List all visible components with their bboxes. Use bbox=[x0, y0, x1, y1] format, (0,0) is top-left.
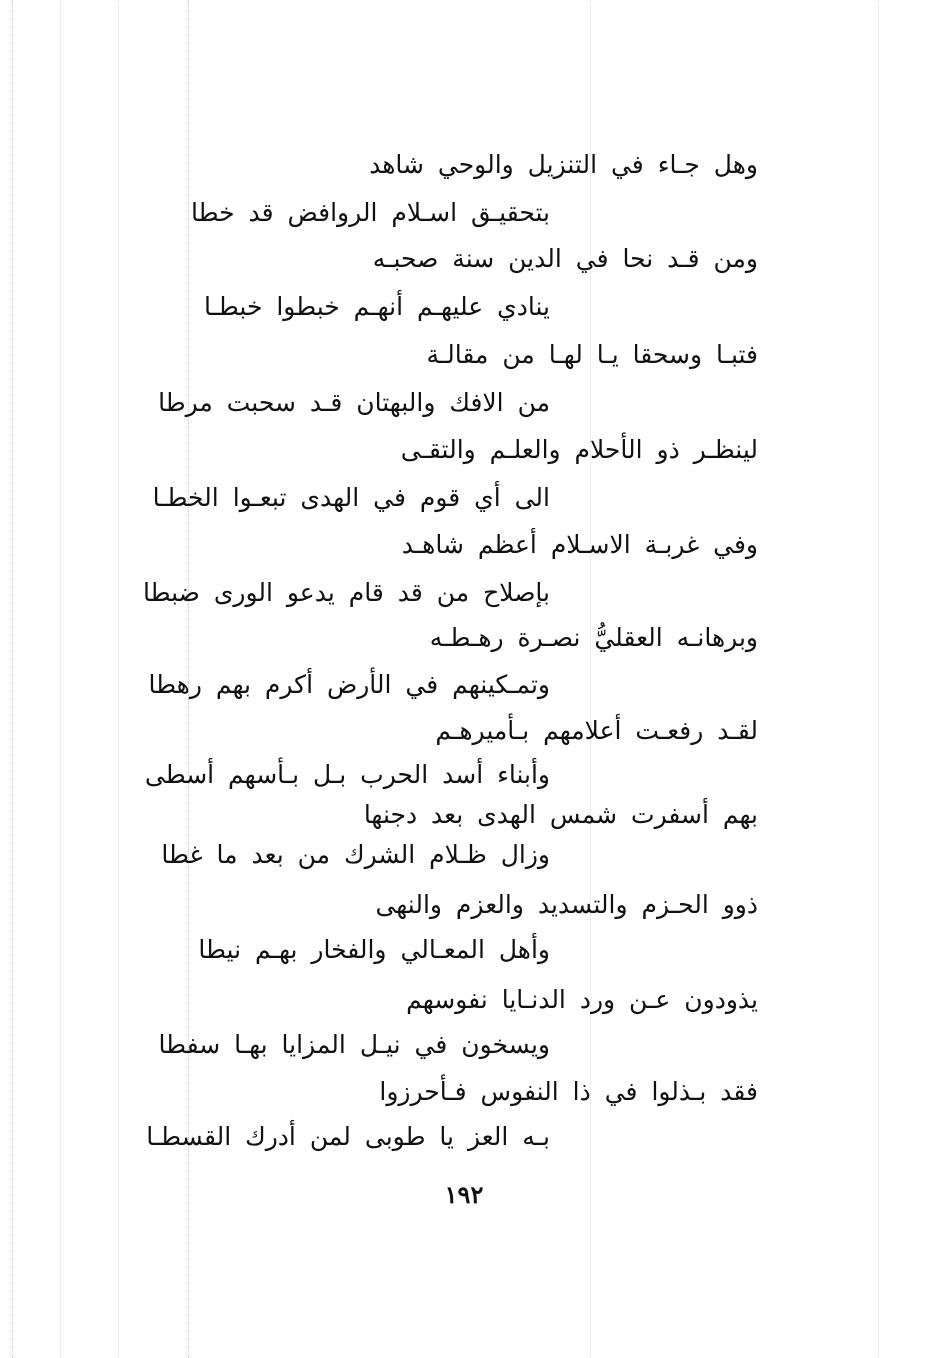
verse-1-first-hemistich: وهل جـاء في التنزيل والوحي شاهد bbox=[369, 150, 758, 179]
verse-4-second-hemistich: الى أي قوم في الهدى تبعـوا الخطـا bbox=[152, 483, 550, 512]
verse-2-second-hemistich: ينادي عليهـم أنهـم خبطوا خبطـا bbox=[203, 292, 550, 321]
verse-4-first-hemistich: لينظـر ذو الأحلام والعلـم والتقـى bbox=[400, 435, 758, 464]
verse-2-first-hemistich: ومن قـد نحا في الدين سنة صحبـه bbox=[372, 244, 758, 273]
verse-10-second-hemistich: ويسخون في نيـل المزايا بهـا سفطا bbox=[158, 1030, 550, 1059]
verse-6-first-hemistich: وبرهانـه العقليُّ نصـرة رهـطـه bbox=[429, 623, 758, 652]
verse-9-second-hemistich: وأهل المعـالي والفخار بهـم نيطا bbox=[198, 935, 550, 964]
verse-8-first-hemistich: بهم أسفرت شمس الهدى بعد دجنها bbox=[363, 800, 758, 829]
verse-9-first-hemistich: ذوو الحـزم والتسديد والعزم والنهى bbox=[375, 890, 758, 919]
verse-3-first-hemistich: فتبـا وسحقا يـا لهـا من مقالـة bbox=[426, 340, 758, 369]
scan-dotted-rule bbox=[878, 0, 879, 1358]
verse-3-second-hemistich: من الافك والبهتان قـد سحبت مرطا bbox=[158, 388, 550, 417]
verse-5-second-hemistich: بإصلاح من قد قام يدعو الورى ضبطا bbox=[142, 578, 550, 607]
page-number: ١٩٢ bbox=[444, 1180, 484, 1209]
verse-6-second-hemistich: وتمـكينهم في الأرض أكرم بهم رهطا bbox=[148, 670, 550, 699]
verse-1-second-hemistich: بتحقيـق اسـلام الروافض قد خطا bbox=[190, 198, 550, 227]
verse-11-first-hemistich: فقد بـذلوا في ذا النفوس فـأحرزوا bbox=[379, 1077, 758, 1106]
scan-dotted-rule bbox=[60, 0, 61, 1358]
scan-dotted-rule bbox=[590, 0, 591, 1358]
verse-10-first-hemistich: يذودون عـن ورد الدنـايا نفوسهم bbox=[406, 985, 758, 1014]
verse-7-first-hemistich: لقـد رفعـت أعلامهم بـأميرهـم bbox=[435, 716, 758, 745]
scan-dotted-rule bbox=[12, 0, 13, 1358]
verse-8-second-hemistich: وزال ظـلام الشرك من بعد ما غطا bbox=[161, 840, 550, 869]
verse-11-second-hemistich: بـه العز يا طوبى لمن أدرك القسطـا bbox=[146, 1122, 550, 1151]
scan-dotted-rule bbox=[118, 0, 119, 1358]
verse-5-first-hemistich: وفي غربـة الاسـلام أعظم شاهـد bbox=[401, 530, 758, 559]
verse-7-second-hemistich: وأبناء أسد الحرب بـل بـأسهم أسطى bbox=[144, 760, 550, 789]
